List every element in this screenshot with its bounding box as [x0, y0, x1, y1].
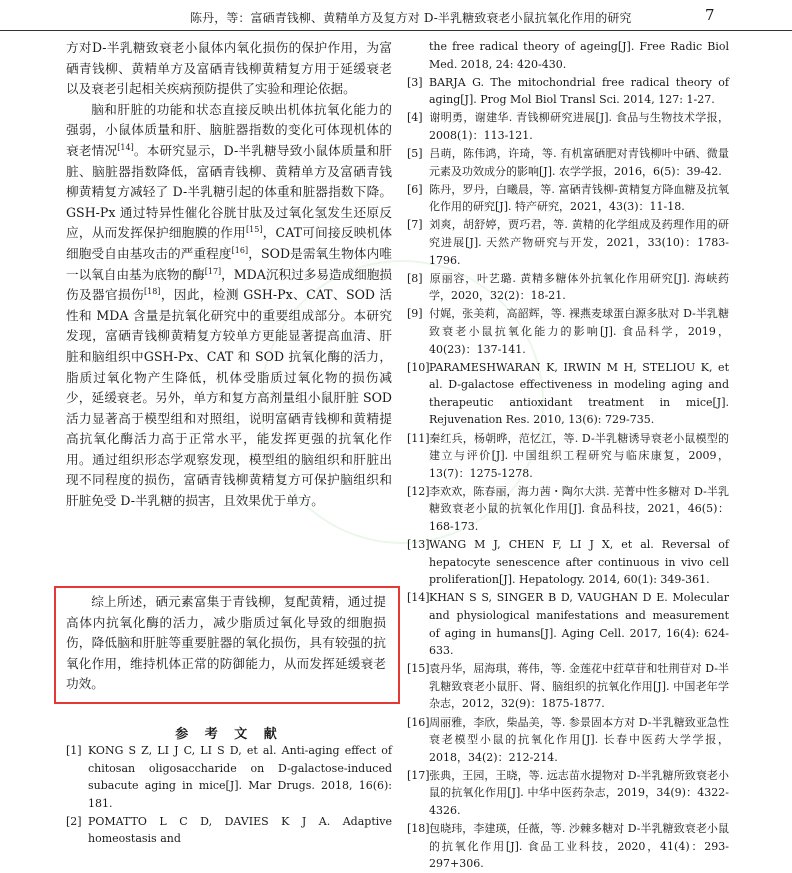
conclusion-section [66, 592, 386, 695]
reference-item: [17]张典，王园，王晓，等. 远志苗水提物对 D-半乳糖所致衰老小鼠的抗氧化作用[J]. 中华中医药杂志，2019，34(9)：4322-4326. [407, 768, 729, 818]
citation-15[interactable]: [15] [246, 225, 263, 235]
reference-item: [1] KONG S Z, LI J C, LI S D, et al. Anti-aging effect of chitosan oligosaccharide on D-galactose-induced subacute aging in mice[J]. Mar Drugs. 2018, 16(6): 181. [66, 744, 392, 810]
reference-item: [2] POMATTO L C D, DAVIES K J A. Adaptive homeostasis and [66, 814, 392, 846]
references-heading: 参 考 文 献 [175, 727, 283, 742]
intro-paragraph: 方对D-半乳糖致衰老小鼠体内氧化损伤的保护作用，为富硒青钱柳、黄精单方及富硒青钱柳黄精复方用于延缓衰老以及衰老引起相关疾病预防提供了实验和理论依据。 [66, 40, 392, 97]
references-list-right [407, 38, 729, 873]
reference-item: [13]WANG M J, CHEN F, LI J X, et al. Reversal of hepatocyte senescence after continuous in vivo cell proliferation[J]. Hepatology. 2014, 60(1): 349-361. [407, 538, 729, 587]
citation-18[interactable]: [18] [144, 286, 161, 296]
left-column [66, 38, 392, 512]
reference-item: [11]秦红兵，杨朝晔，范忆江，等. D-半乳糖诱导衰老小鼠模型的建立与评价[J]. 中国组织工程研究与临床康复，2009，13(7)：1275-1278. [407, 431, 729, 480]
reference-item: [4] 谢明勇，谢建华. 青钱柳研究进展[J]. 食品与生物技术学报，2008(1)：113-121. [407, 111, 729, 142]
citation-17[interactable]: [17] [204, 266, 222, 276]
citation-16[interactable]: [16] [231, 245, 249, 255]
reference-item: [15]袁丹华，屈海琪，蒋伟，等. 金莲花中荭草苷和牡荆苷对 D-半乳糖致衰老小鼠肝、肾、脑组织的抗氧化作用[J]. 中国老年学杂志，2012，32(9)：1875-1877. [407, 662, 729, 711]
reference-item: [9] 付娓，张美莉，高韶辉，等. 裸燕麦球蛋白源多肽对 D-半乳糖致衰老小鼠抗氧化能力的影响[J]. 食品科学，2019，40(23)：137-141. [407, 307, 729, 356]
discussion-paragraph: 脑和肝脏的功能和状态直接反映出机体抗氧化能力的强弱，小鼠体质量和肝、脑脏器指数的变化可体现机体的衰老情况[14]。本研究显示，D-半乳糖导致小鼠体质量和肝脏、脑脏器指数降低，富硒青钱柳、黄精单方及富硒青钱柳黄精复方减轻了 D-半乳糖引起的体重和脏器指数下降。GSH-Px 通过特异性催化谷胱甘肽及过氧化氢发生还原反应，从而发挥保护细胞膜的作用[15]，CAT可间接反映机体细胞受自由基攻击的严重程度[16]，SOD是需氧生物体内唯一以氧自由基为底物的酶[17]，MDA沉积过多易造成细胞损伤及器官损伤[18]，因此，检测 GSH-Px、CAT、SOD 活性和 MDA 含量是抗氧化研究中的重要组成部分。本研究发现，富硒青钱柳黄精复方较单方更能显著提高血清、肝脏和脑组织中GSH-Px、CAT 和 SOD 抗氧化酶的活力，脂质过氧化物产生降低，机体受脂质过氧化物的损伤减少，延缓衰老。另外，单方和复方高剂量组小鼠肝脏 SOD 活力显著高于模型组和对照组，说明富硒青钱柳和黄精提高抗氧化酶活力高于正常水平，能发挥更强的抗氧化作用。通过组织形态学观察发现，模型组的脑组织和肝脏出现不同程度的损伤，富硒青钱柳黄精复方可保护脑组织和肝脏免受 D-半乳糖的损害，且效果优于单方。 [66, 101, 393, 509]
reference-item: [8] 原丽容，叶艺璐. 黄精多糖体外抗氧化作用研究[J]. 海峡药学，2020，32(2)：18-21. [407, 271, 729, 303]
reference-item: [7] 刘爽，胡舒婷，贾巧君，等. 黄精的化学组成及药理作用的研究进展[J]. 天然产物研究与开发，2021，33(10)：1783-1796. [407, 218, 729, 267]
reference-item: [14]KHAN S S, SINGER B D, VAUGHAN D E. Molecular and physiological manifestations and measurement of aging in humans[J]. Aging Cell. 2017, 16(4): 624-633. [407, 591, 729, 658]
reference-item: [18]包晓玮，李建瑛，任薇，等. 沙棘多糖对 D-半乳糖致衰老小鼠的抗氧化作用[J]. 食品工业科技，2020，41(4)：293-297+306. [407, 822, 729, 871]
reference-item: [3] BARJA G. The mitochondrial free radical theory of aging[J]. Prog Mol Biol Transl Sci. 2014, 127: 1-27. [407, 75, 729, 107]
citation-14[interactable]: [14] [117, 142, 134, 152]
running-title: 陈丹，等：富硒青钱柳、黄精单方及复方对 D-半乳糖致衰老小鼠抗氧化作用的研究 [190, 11, 632, 25]
reference-item: [6] 陈丹，罗丹，白曦晨，等. 富硒青钱柳-黄精复方降血糖及抗氧化作用的研究[J]. 特产研究，2021，43(3)：11-18. [407, 182, 729, 214]
reference-item: [5] 吕萌，陈伟鸿，许琦，等. 有机富硒肥对青钱柳叶中硒、微量元素及功效成分的影响[J]. 农学学报，2016，6(5)：39-42. [407, 147, 729, 178]
reference-item: [12]李欢欢，陈春丽，海力茜・陶尔大洪. 芜菁中性多糖对 D-半乳糖致衰老小鼠的抗氧化作用[J]. 食品科技，2021，46(5)：168-173. [407, 484, 729, 534]
page-header [0, 0, 792, 31]
conclusion-paragraph: 综上所述，硒元素富集于青钱柳，复配黄精，通过提高体内抗氧化酶的活力，减少脂质过氧化导致的细胞损伤，降低脑和肝脏等重要脏器的氧化损伤，具有较强的抗氧化作用，维持机体正常的防御能力，从而发挥延缓衰老功效。 [66, 594, 386, 692]
reference-item: [16]周丽雅，李欣，柴晶美，等. 参景固本方对 D-半乳糖致亚急性衰老模型小鼠的抗氧化作用[J]. 长春中医药大学学报，2018，34(2)：212-214. [407, 715, 729, 764]
references-list-left [66, 742, 392, 849]
reference-item-continued: the free radical theory of ageing[J]. Free Radic Biol Med. 2018, 24: 420-430. [429, 40, 729, 71]
reference-item: [10]PARAMESHWARAN K, IRWIN M H, STELIOU K, et al. D-galactose effectiveness in modeling aging and therapeutic antioxidant treatment in mice[J]. Rejuvenation Res. 2010, 13(6): 729-735. [407, 360, 729, 427]
page-number: 7 [705, 6, 715, 24]
